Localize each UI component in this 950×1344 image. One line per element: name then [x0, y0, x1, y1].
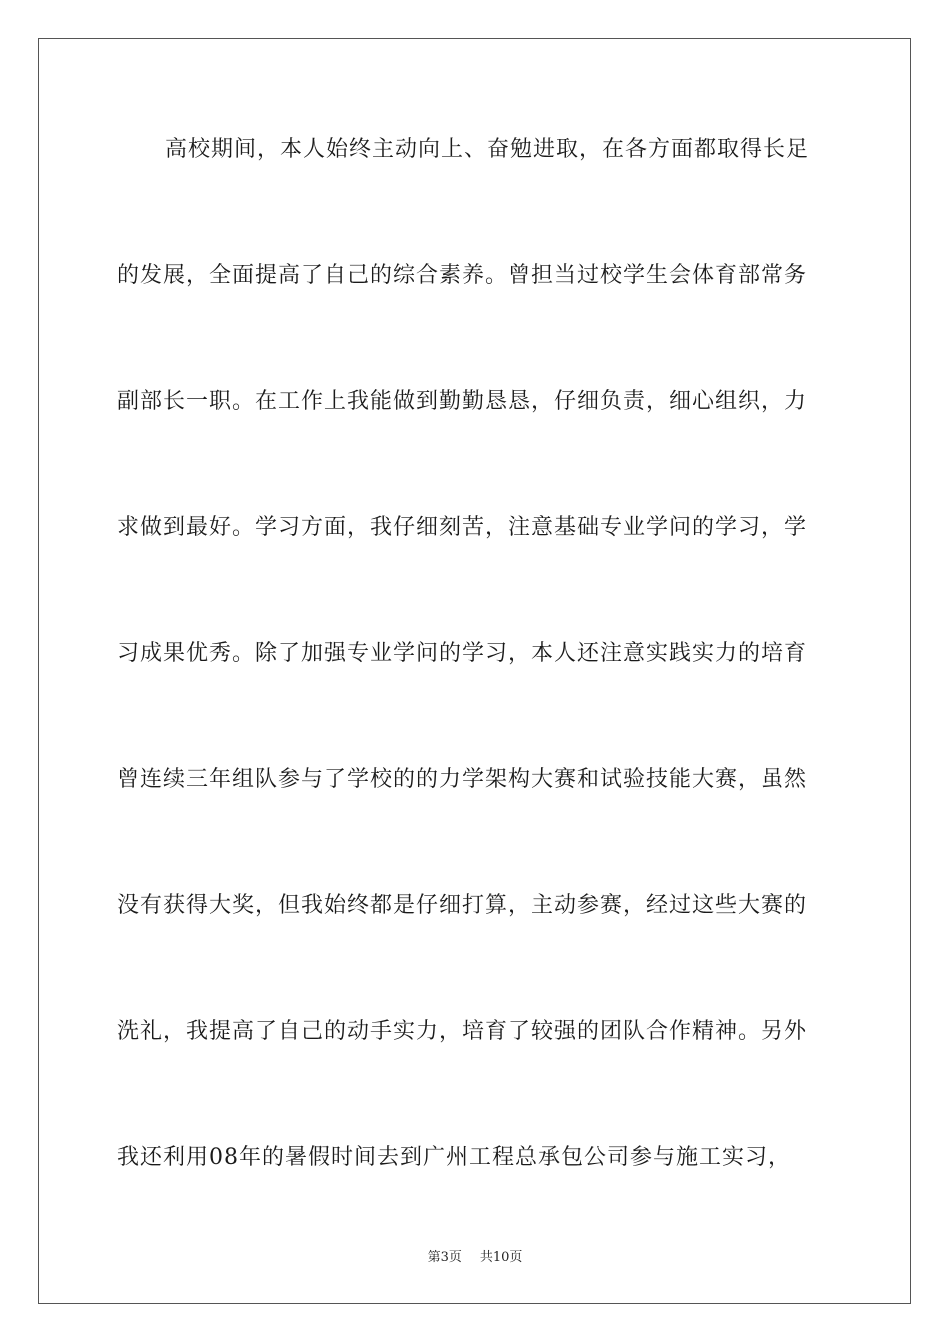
text-line-7: 没有获得大奖，但我始终都是仔细打算，主动参赛，经过这些大赛的: [117, 893, 808, 918]
text-line-5: 习成果优秀。除了加强专业学问的学习，本人还注意实践实力的培育: [117, 641, 808, 666]
text-line-8: 洗礼，我提高了自己的动手实力，培育了较强的团队合作精神。另外: [117, 1019, 808, 1044]
text-line-1: 高校期间，本人始终主动向上、奋勉进取，在各方面都取得长足: [165, 137, 810, 162]
page-footer: [0, 1246, 950, 1265]
text-line-3: 副部长一职。在工作上我能做到勤勤恳恳，仔细负责，细心组织，力: [117, 389, 808, 414]
body-paragraph: [117, 128, 833, 1262]
text-line-9: 我还利用08年的暑假时间去到广州工程总承包公司参与施工实习，: [117, 1145, 791, 1170]
text-line-2: 的发展，全面提高了自己的综合素养。曾担当过校学生会体育部常务: [117, 263, 808, 288]
text-line-4: 求做到最好。学习方面，我仔细刻苦，注意基础专业学问的学习，学: [117, 515, 808, 540]
text-line-6: 曾连续三年组队参与了学校的的力学架构大赛和试验技能大赛，虽然: [117, 767, 808, 792]
page-number: 第3页: [427, 1250, 462, 1265]
total-pages: 共10页: [479, 1250, 523, 1265]
